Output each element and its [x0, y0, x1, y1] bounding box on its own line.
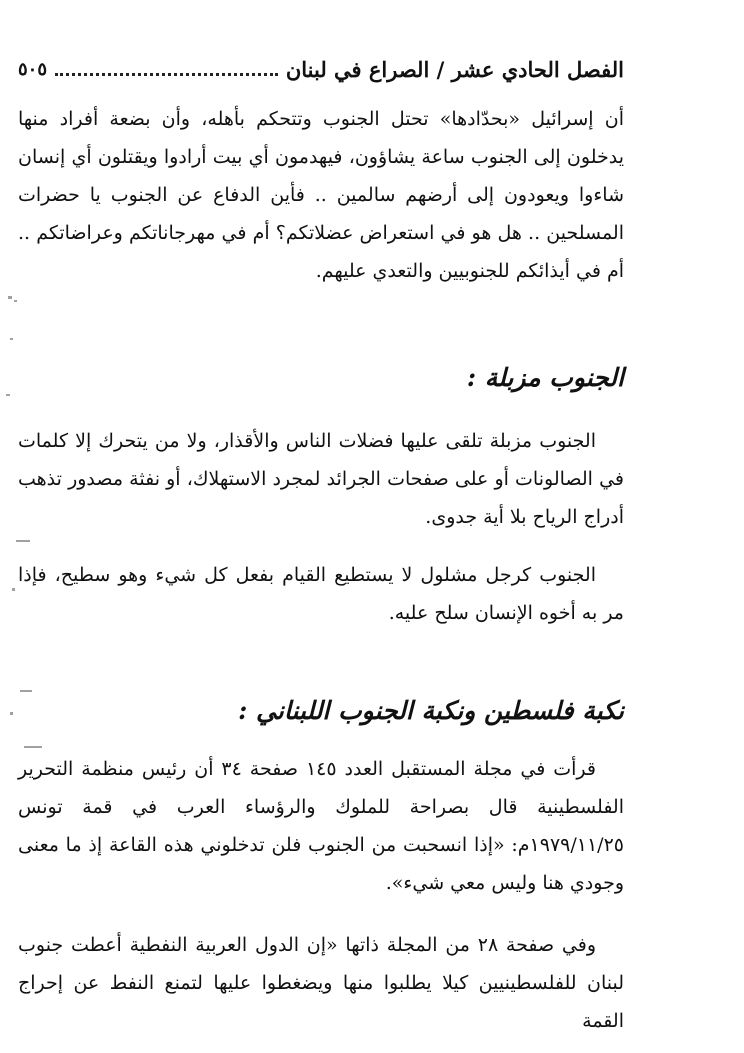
- running-header: [18, 52, 624, 86]
- paragraph-2: الجنوب مزبلة تلقى عليها فضلات الناس والأقذار، ولا من يتحرك إلا كلمات في الصالونات أو على صفحات الجرائد لمجرد الاستهلاك، أو نفثة مصدور تذهب أدراج الرياح بلا أية جدوى.: [18, 430, 624, 528]
- paragraph-4: قرأت في مجلة المستقبل العدد ١٤٥ صفحة ٣٤ أن رئيس منظمة التحرير الفلسطينية قال بصراحة للملوك والرؤساء العرب في قمة تونس ١٩٧٩/١١/٢٥م: «إذا انسحبت من الجنوب فلن تدخلوني هذه القاعة إذ ما معنى وجودي هنا وليس معي شيء».: [18, 758, 624, 894]
- chapter-title: الفصل الحادي عشر / الصراع في لبنان: [285, 56, 624, 82]
- paragraph-5: وفي صفحة ٢٨ من المجلة ذاتها «إن الدول العربية النفطية أعطت جنوب لبنان للفلسطينيين كيلا يطلبوا منها ويضغطوا عليها لتمنع النفط عن إحراج القمة: [18, 934, 624, 1032]
- paragraph-3: الجنوب كرجل مشلول لا يستطيع القيام بفعل كل شيء وهو سطيح، فإذا مر به أخوه الإنسان سلح عليه.: [18, 564, 624, 624]
- paragraph-1: أن إسرائيل «بحدّادها» تحتل الجنوب وتتحكم بأهله، وأن بضعة أفراد منها يدخلون إلى الجنوب ساعة يشاؤون، فيهدمون أي بيت أرادوا ويقتلون أي إنسان شاءوا ويعودون إلى أرضهم سالمين .. فأين الدفاع عن الجنوب يا حضرات المسلحين .. هل هو في استعراض عضلاتكم؟ أم في مهرجاناتكم وعراضاتكم .. أم في أيذائكم للجنوبيين والتعدي عليهم.: [18, 108, 624, 282]
- section-heading-palestine-south-catastrophe: نكبة فلسطين ونكبة الجنوب اللبناني :: [238, 696, 624, 725]
- leader-dots: [55, 63, 278, 76]
- page-number: ٥٠٥: [18, 58, 48, 80]
- section-heading-south-dump: الجنوب مزبلة :: [466, 363, 624, 392]
